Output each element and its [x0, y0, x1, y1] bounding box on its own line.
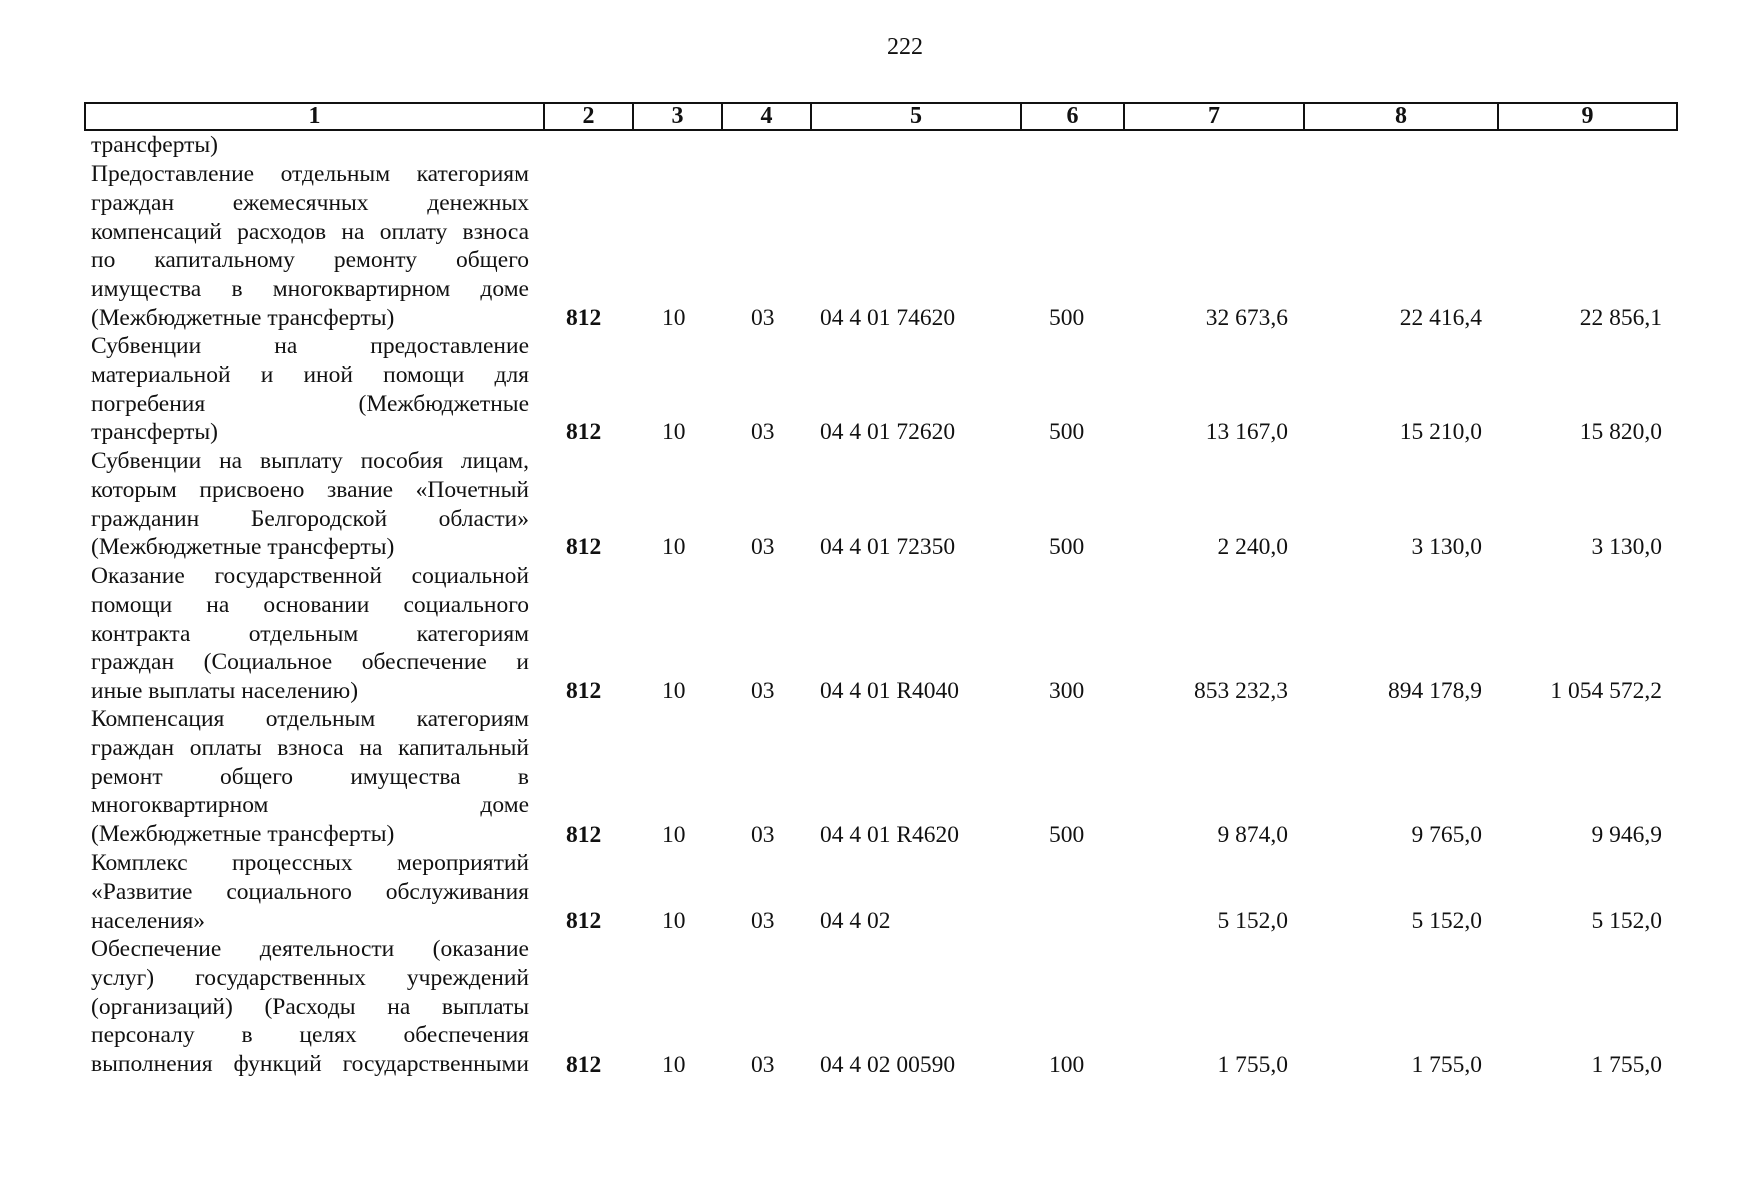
description-line: «Развитие социального обслуживания — [91, 878, 529, 905]
description-line: (Межбюджетные трансферты) — [91, 304, 395, 331]
description-line: граждан оплаты взноса на капитальный — [91, 734, 529, 761]
subsection-code: 03 — [751, 908, 775, 934]
row-description — [91, 935, 529, 1079]
description-line: имущества в многоквартирном доме — [91, 276, 529, 303]
column-header-table — [84, 102, 1678, 131]
description-line: трансферты) — [91, 419, 219, 446]
target-article-code: 04 4 01 R4620 — [820, 822, 960, 848]
amount-col-8: 22 416,4 — [1399, 305, 1482, 331]
expense-type-code: 500 — [1049, 419, 1085, 445]
amount-col-7: 9 874,0 — [1217, 822, 1288, 848]
description-line: иные выплаты населению) — [91, 678, 359, 705]
subsection-code: 03 — [751, 1052, 775, 1078]
target-article-code: 04 4 01 74620 — [820, 305, 956, 331]
header-col-5: 5 — [811, 103, 1021, 130]
section-code: 10 — [662, 678, 686, 704]
description-line: Обеспечение деятельности (оказание — [91, 936, 529, 962]
description-line: по капитальному ремонту общего — [91, 247, 529, 274]
description-line: персоналу в целях обеспечения — [91, 1022, 529, 1049]
amount-col-7: 1 755,0 — [1217, 1052, 1288, 1078]
header-col-7: 7 — [1124, 103, 1304, 130]
amount-col-7: 5 152,0 — [1217, 908, 1288, 934]
description-line: услуг) государственных учреждений — [91, 964, 529, 991]
description-line: ремонт общего имущества в — [91, 763, 529, 790]
row-description — [91, 705, 529, 849]
description-line: контракта отдельным категориям — [91, 620, 529, 647]
row-description — [91, 447, 529, 562]
subsection-code: 03 — [751, 678, 775, 704]
row-description — [91, 332, 529, 447]
target-article-code: 04 4 02 — [820, 908, 891, 934]
amount-col-8: 894 178,9 — [1388, 678, 1482, 704]
target-article-code: 04 4 01 72350 — [820, 534, 956, 560]
amount-col-9: 22 856,1 — [1579, 305, 1662, 331]
amount-col-9: 1 054 572,2 — [1550, 678, 1662, 704]
description-line: которым присвоено звание «Почетный — [91, 476, 529, 503]
expense-type-code: 500 — [1049, 305, 1085, 331]
row-description — [91, 160, 529, 333]
description-line: Комплекс процессных мероприятий — [91, 850, 529, 876]
section-code: 10 — [662, 419, 686, 445]
chapter-code: 812 — [566, 1052, 602, 1078]
expense-type-code: 100 — [1049, 1052, 1085, 1078]
description-line: многоквартирном доме — [91, 792, 529, 819]
header-col-9: 9 — [1498, 103, 1677, 130]
section-code: 10 — [662, 534, 686, 560]
description-line: помощи на основании социального — [91, 591, 529, 618]
description-line: компенсаций расходов на оплату взноса — [91, 218, 529, 245]
continuation-line: трансферты) — [91, 132, 219, 158]
description-line: граждан (Социальное обеспечение и — [91, 649, 529, 676]
chapter-code: 812 — [566, 908, 602, 934]
chapter-code: 812 — [566, 678, 602, 704]
target-article-code: 04 4 01 R4040 — [820, 678, 960, 704]
header-col-2: 2 — [544, 103, 633, 130]
target-article-code: 04 4 02 00590 — [820, 1052, 956, 1078]
page-number: 222 — [887, 34, 923, 60]
description-line: Предоставление отдельным категориям — [91, 161, 529, 187]
description-line: граждан ежемесячных денежных — [91, 189, 529, 216]
subsection-code: 03 — [751, 534, 775, 560]
description-line: материальной и иной помощи для — [91, 361, 529, 388]
description-line: Субвенции на выплату пособия лицам, — [91, 448, 529, 474]
amount-col-8: 5 152,0 — [1411, 908, 1482, 934]
subsection-code: 03 — [751, 305, 775, 331]
row-description — [91, 849, 529, 935]
section-code: 10 — [662, 305, 686, 331]
chapter-code: 812 — [566, 305, 602, 331]
header-col-6: 6 — [1021, 103, 1124, 130]
section-code: 10 — [662, 1052, 686, 1078]
expense-type-code: 500 — [1049, 822, 1085, 848]
header-col-4: 4 — [722, 103, 811, 130]
chapter-code: 812 — [566, 419, 602, 445]
amount-col-9: 3 130,0 — [1591, 534, 1662, 560]
description-line: Оказание государственной социальной — [91, 563, 529, 589]
amount-col-9: 5 152,0 — [1591, 908, 1662, 934]
subsection-code: 03 — [751, 419, 775, 445]
amount-col-8: 15 210,0 — [1399, 419, 1482, 445]
amount-col-7: 853 232,3 — [1194, 678, 1288, 704]
amount-col-7: 32 673,6 — [1205, 305, 1288, 331]
subsection-code: 03 — [751, 822, 775, 848]
amount-col-8: 1 755,0 — [1411, 1052, 1482, 1078]
header-row — [85, 103, 1677, 130]
description-line: населения» — [91, 907, 206, 934]
chapter-code: 812 — [566, 822, 602, 848]
description-line: Компенсация отдельным категориям — [91, 706, 529, 732]
description-line: погребения (Межбюджетные — [91, 390, 529, 417]
amount-col-9: 9 946,9 — [1591, 822, 1662, 848]
expense-type-code: 300 — [1049, 678, 1085, 704]
description-line: гражданин Белгородской области» — [91, 505, 529, 532]
chapter-code: 812 — [566, 534, 602, 560]
row-description — [91, 562, 529, 706]
header-col-3: 3 — [633, 103, 722, 130]
amount-col-9: 15 820,0 — [1579, 419, 1662, 445]
description-line: выполнения функций государственными — [91, 1051, 529, 1078]
continuation-text — [91, 131, 529, 160]
amount-col-8: 9 765,0 — [1411, 822, 1482, 848]
amount-col-7: 2 240,0 — [1217, 534, 1288, 560]
section-code: 10 — [662, 908, 686, 934]
amount-col-7: 13 167,0 — [1205, 419, 1288, 445]
description-line: (Межбюджетные трансферты) — [91, 534, 395, 561]
description-line: (Межбюджетные трансферты) — [91, 821, 395, 848]
header-col-8: 8 — [1304, 103, 1498, 130]
description-line: (организаций) (Расходы на выплаты — [91, 993, 529, 1020]
amount-col-8: 3 130,0 — [1411, 534, 1482, 560]
target-article-code: 04 4 01 72620 — [820, 419, 956, 445]
header-col-1: 1 — [85, 103, 544, 130]
section-code: 10 — [662, 822, 686, 848]
expense-type-code: 500 — [1049, 534, 1085, 560]
amount-col-9: 1 755,0 — [1591, 1052, 1662, 1078]
description-line: Субвенции на предоставление — [91, 333, 529, 359]
